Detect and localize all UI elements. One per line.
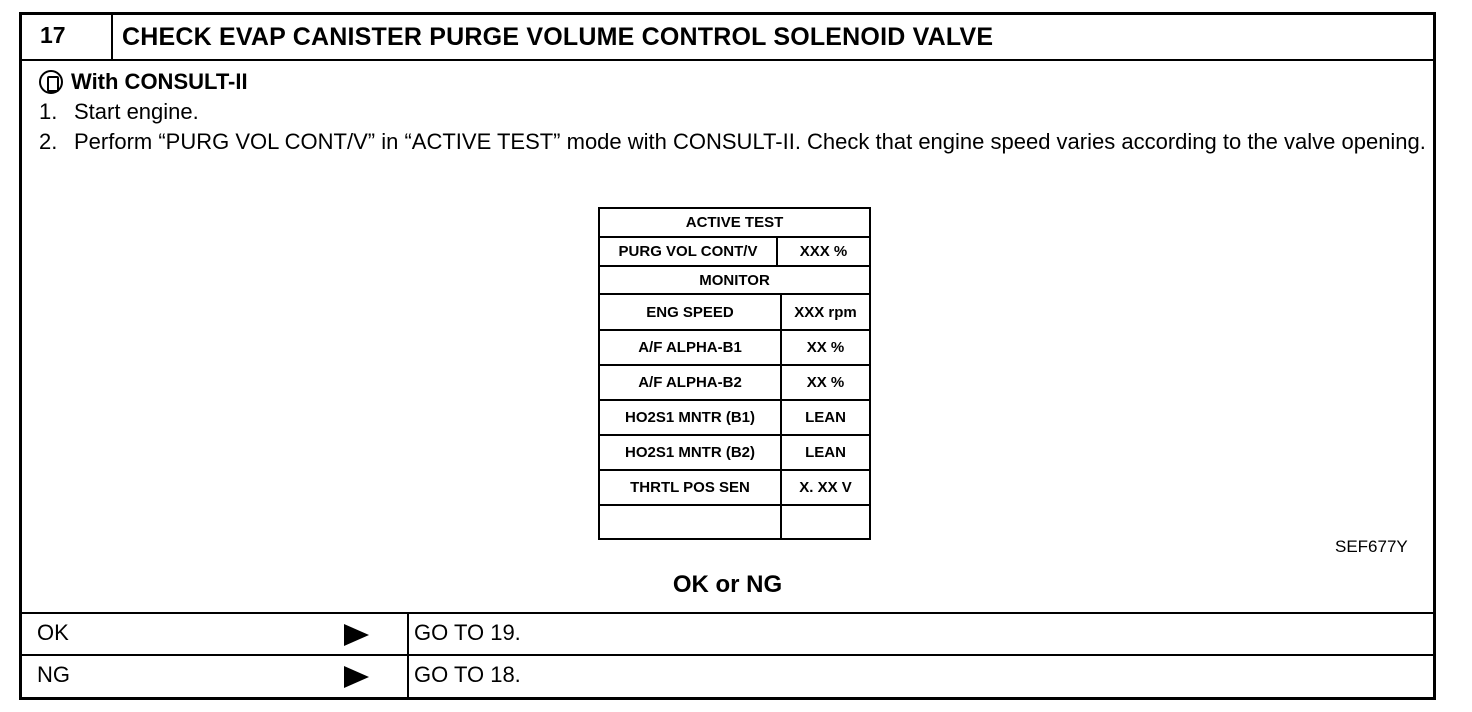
monitor-item-label: HO2S1 MNTR (B1): [600, 401, 782, 434]
monitor-item-value: XX %: [806, 339, 845, 356]
monitor-item-value: XX %: [806, 374, 845, 391]
monitor-item-label: ENG SPEED: [600, 295, 782, 329]
divider: [407, 614, 409, 654]
instruction-item: [39, 97, 1429, 127]
monitor-row: [600, 471, 869, 506]
monitor-item-value: XXX rpm: [794, 303, 857, 321]
monitor-item-label: [600, 506, 782, 540]
right-arrow-icon: [342, 663, 372, 691]
monitor-row: [600, 436, 869, 471]
step-title: CHECK EVAP CANISTER PURGE VOLUME CONTROL SOLENOID VALVE: [122, 23, 994, 51]
monitor-row: [600, 331, 869, 366]
result-row-ok: [22, 612, 1433, 654]
monitor-row: [600, 506, 869, 540]
instruction-text: Start engine.: [74, 99, 199, 124]
instruction-number: 2.: [39, 129, 58, 154]
instruction-item: [39, 127, 1429, 157]
procedure-frame: [19, 12, 1436, 700]
active-test-row: [600, 238, 869, 267]
active-test-header-label: ACTIVE TEST: [685, 214, 784, 231]
result-action: GO TO 18.: [414, 662, 521, 687]
right-arrow-icon: [342, 621, 372, 649]
monitor-row: [600, 295, 869, 331]
instruction-text: Perform “PURG VOL CONT/V” in “ACTIVE TEST” mode with CONSULT-II. Check that engine speed varies according to the valve opening.: [74, 129, 1426, 154]
step-number: 17: [22, 15, 113, 59]
monitor-row: [600, 401, 869, 436]
decision-label: OK or NG: [672, 571, 783, 598]
monitor-item-label: THRTL POS SEN: [600, 471, 782, 504]
mode-label: With CONSULT-II: [71, 69, 248, 94]
monitor-item-value: LEAN: [805, 444, 846, 461]
monitor-item-value: LEAN: [805, 409, 846, 426]
result-label: NG: [37, 662, 70, 687]
monitor-item-label: HO2S1 MNTR (B2): [600, 436, 782, 469]
divider: [407, 656, 409, 698]
monitor-header: [600, 267, 869, 295]
monitor-item-label: A/F ALPHA-B1: [600, 331, 782, 364]
instruction-number: 1.: [39, 99, 58, 124]
monitor-header-label: MONITOR: [699, 271, 770, 289]
result-row-ng: [22, 654, 1433, 698]
figure-code: SEF677Y: [1335, 537, 1408, 556]
monitor-item-value: X. XX V: [799, 479, 852, 496]
monitor-item-value: [782, 506, 869, 540]
mode-heading: [39, 67, 248, 97]
step-header: [22, 15, 1433, 61]
result-label: OK: [37, 620, 69, 645]
consult-ii-icon: [39, 70, 63, 94]
active-test-header: [600, 209, 869, 238]
active-item-label: PURG VOL CONT/V: [600, 238, 778, 265]
instruction-list: [39, 97, 1429, 157]
consult-screen-panel: [598, 207, 871, 540]
active-item-value: XXX %: [799, 243, 848, 260]
result-action: GO TO 19.: [414, 620, 521, 645]
monitor-item-label: A/F ALPHA-B2: [600, 366, 782, 399]
monitor-row: [600, 366, 869, 401]
